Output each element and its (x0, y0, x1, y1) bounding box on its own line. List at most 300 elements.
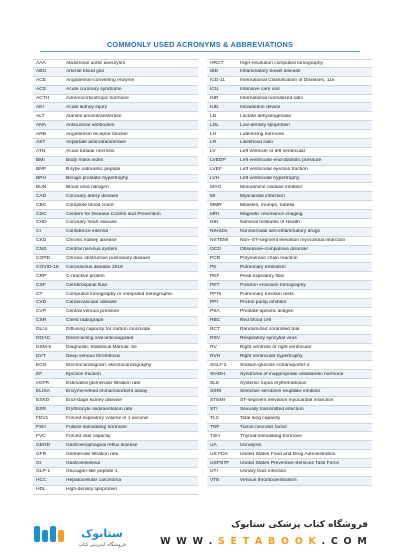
table-row (207, 228, 372, 237)
table-row (33, 175, 198, 184)
acronym: CVP (36, 309, 47, 315)
table-row (207, 59, 372, 68)
acronym-definition: Gastroesophageal reflux disease (66, 442, 138, 448)
acronym-definition: B-type natriuretic peptide (66, 167, 121, 173)
acronym: PEF (210, 273, 220, 279)
acronym-definition: Adrenocorticotropic hormone (66, 96, 129, 101)
table-row (207, 459, 372, 468)
table-row (33, 308, 198, 317)
acronym: DVT (36, 353, 46, 359)
table-row (207, 432, 372, 441)
acronym-definition: Sodium-glucose cotransporter-2 (240, 362, 310, 368)
table-row (33, 477, 198, 486)
acronym-definition: Monoamine oxidase inhibitor (240, 184, 303, 190)
table-row (207, 299, 372, 308)
page-title: COMMONLY USED ACRONYMS & ABBREVIATIONS (106, 40, 294, 49)
acronym-definition: Chest radiograph (66, 318, 104, 324)
acronym: AST (36, 140, 46, 146)
acronym-definition: Cardiovascular disease (66, 300, 117, 306)
acronym-definition: Low-density lipoprotein (240, 122, 291, 128)
acronym-definition: Acute kidney injury (66, 104, 108, 110)
acronym: AAA (36, 60, 46, 66)
acronym-definition: Chronic kidney disease (66, 238, 117, 244)
table-row (207, 121, 372, 130)
acronym: LDL (210, 122, 219, 128)
acronym-definition: Enzyme-linked immunosorbent assay (66, 389, 148, 395)
acronym: COVID-19 (36, 264, 59, 270)
table-row (207, 397, 372, 406)
table-row (207, 361, 372, 370)
table-row (33, 406, 198, 415)
acronym: RCT (210, 327, 221, 333)
table-row (33, 263, 198, 272)
acronym: PCR (210, 256, 221, 262)
acronym: COPD (36, 256, 51, 262)
table-row (207, 370, 372, 379)
acronym-definition: Lactate dehydrogenase (240, 113, 292, 119)
acronym: LD (210, 113, 217, 119)
acronym: UTI (210, 469, 218, 475)
acronym-definition: Alanine aminotransferase (66, 113, 122, 119)
table-row (207, 263, 372, 272)
table-row (207, 379, 372, 388)
acronym: STEMI (210, 398, 225, 404)
table-row (33, 59, 198, 68)
acronym: PET (210, 282, 220, 288)
acronym: LVH (210, 176, 220, 182)
acronym: UA (210, 442, 217, 448)
acronym-definition: Deep venous thrombosis (66, 353, 121, 359)
acronym: CNS (36, 247, 47, 253)
acronym-table-right (207, 59, 372, 486)
acronym-definition: Magnetic resonance imaging (240, 211, 303, 217)
table-row (207, 308, 372, 317)
table-row (207, 246, 372, 255)
acronym: eGFR (36, 380, 50, 386)
acronym: CKD (36, 238, 47, 244)
acronym-definition: Positron emission tomography (240, 282, 306, 288)
table-row (33, 77, 198, 86)
table-row (207, 86, 372, 95)
acronym: CBC (36, 202, 47, 208)
acronym-definition: Left ventricular ejection fraction (240, 167, 308, 173)
table-row (33, 432, 198, 441)
table-row (33, 95, 198, 104)
acronym-definition: Forced vital capacity (66, 433, 111, 439)
acronym: GI (36, 460, 42, 466)
acronym: CAD (36, 193, 47, 199)
acronym-definition: Gastrointestinal (66, 460, 100, 466)
table-row (33, 397, 198, 406)
table-row (207, 317, 372, 326)
table-row (33, 255, 198, 264)
logo-wordmark: ستابوک (81, 527, 123, 540)
acronym-definition: Sexually transmitted infection (240, 407, 304, 413)
table-row (207, 388, 372, 397)
acronym-definition: Proton pump inhibitor (240, 300, 287, 306)
acronym-definition: Right ventricular hypertrophy (240, 353, 303, 359)
acronym: ANA (36, 122, 47, 128)
acronym-definition: International Classification of Diseases, 11e (240, 78, 335, 84)
acronym-definition: Antinuclear antibodies (66, 122, 115, 128)
acronym: VTE (210, 478, 220, 484)
acronym: CXR (36, 318, 47, 324)
acronym: TLC (210, 416, 220, 422)
acronym: SSRI (210, 389, 222, 395)
table-row (207, 272, 372, 281)
table-row (207, 326, 372, 335)
table-row (207, 95, 372, 104)
acronym-definition: Randomized controlled trial (240, 327, 300, 333)
acronym-definition: Central nervous system (66, 247, 118, 253)
table-row (33, 335, 198, 344)
table-row (207, 450, 372, 459)
url-brand: S E T A B O O K (217, 536, 318, 547)
acronym-definition: Blood urea nitrogen (66, 184, 109, 190)
acronym-definition: Inflammatory bowel disease (240, 69, 301, 75)
acronym-definition: Estimated glomerular filtration rate (66, 380, 141, 386)
table-row (207, 210, 372, 219)
acronym: HDL (36, 487, 46, 493)
acronym: HCC (36, 478, 47, 484)
acronym: MRI (210, 211, 219, 217)
table-row (33, 201, 198, 210)
acronym-definition: Angiotensin-converting enzyme (66, 78, 135, 84)
table-row (33, 228, 198, 237)
acronym: AKI (36, 104, 44, 110)
acronym-definition: Pulmonary embolism (240, 264, 286, 270)
table-row (207, 148, 372, 157)
acronym-definition: Cerebrospinal fluid (66, 282, 107, 288)
acronym: CDC (36, 211, 47, 217)
table-row (33, 459, 198, 468)
acronym: DLco (36, 327, 48, 333)
acronym: RV (210, 344, 217, 350)
acronym-definition: Body mass index (66, 158, 104, 164)
acronym-definition: Prostate-specific antigen (240, 309, 294, 315)
acronym-definition: Complete blood count (66, 202, 114, 208)
acronym: ACE (36, 78, 47, 84)
table-row (33, 415, 198, 424)
acronym: US FDA (210, 451, 228, 457)
acronym: BUN (36, 184, 47, 190)
url-suffix: . C O M (317, 536, 368, 547)
acronym: HRCT (210, 60, 224, 66)
acronym: LV (210, 149, 216, 155)
acronym: SGLT-2 (210, 362, 227, 368)
acronym-definition: Luteinizing hormone (240, 131, 285, 137)
table-row (207, 468, 372, 477)
acronym-definition: Ejection fraction (66, 371, 101, 377)
table-row (207, 344, 372, 353)
acronym: BPH (36, 176, 47, 182)
acronym: MI (210, 193, 216, 199)
acronym: ABG (36, 69, 47, 75)
acronym-definition: Acute coronary syndrome (66, 87, 122, 93)
acronym: PPI (210, 300, 218, 306)
acronym: DOAC (36, 336, 51, 342)
table-row (33, 379, 198, 388)
acronym: GLP-1 (36, 469, 51, 475)
acronym-definition: Left ventricular hypertrophy (240, 176, 300, 182)
acronym-definition: United States Preventive Services Task Force (240, 460, 340, 466)
acronym: ELISA (36, 389, 50, 395)
table-row (207, 415, 372, 424)
table-row (33, 183, 198, 192)
acronym-definition: Peak expiratory flow (240, 273, 285, 279)
acronym: TNF (210, 424, 220, 430)
table-row (207, 192, 372, 201)
acronym-definition: Intrauterine device (240, 104, 281, 110)
acronym: ARB (36, 131, 47, 137)
acronym: TSH (210, 433, 220, 439)
acronym: ALT (36, 113, 45, 119)
acronym-definition: Centers for Disease Control and Prevention (66, 211, 161, 217)
table-row (207, 290, 372, 299)
acronym-definition: Forced expiratory volume in 1 second (66, 416, 148, 422)
table-row (33, 290, 198, 299)
acronym-definition: Urinalysis (240, 442, 262, 448)
table-row (33, 388, 198, 397)
acronym-definition: C-reactive protein (66, 273, 105, 279)
acronym: INR (210, 96, 219, 101)
acronym: GFR (36, 451, 47, 457)
acronym-definition: Coronary heart disease (66, 220, 117, 226)
table-row (33, 450, 198, 459)
table-row (207, 157, 372, 166)
acronym: OCD (210, 247, 221, 253)
table-row (33, 281, 198, 290)
table-row (33, 237, 198, 246)
acronym-definition: Non–ST-segment elevation myocardial infarction (240, 238, 346, 244)
acronym-definition: Direct-acting oral anticoagulant (66, 336, 134, 342)
table-row (33, 192, 198, 201)
acronym: DSM-5 (36, 344, 52, 350)
acronym-definition: Obsessive-compulsive disorder (240, 247, 308, 253)
acronym: PSA (210, 309, 220, 315)
acronym: RSV (210, 336, 221, 342)
table-row (33, 468, 198, 477)
acronym: CT (36, 291, 43, 297)
acronym-definition: Diffusing capacity for carbon monoxide (66, 327, 151, 333)
table-row (207, 441, 372, 450)
acronym-definition: Aspartate aminotransferase (66, 140, 127, 146)
acronym: IBD (210, 69, 219, 75)
table-row (207, 352, 372, 361)
table-row (33, 210, 198, 219)
acronym: NIH (210, 220, 219, 226)
acronym: BMI (36, 158, 45, 164)
table-row (207, 112, 372, 121)
table-row (33, 121, 198, 130)
acronym-definition: Intensive care unit (240, 87, 280, 93)
acronym-table-left (33, 59, 198, 495)
acronym-definition: Likelihood ratio (240, 140, 273, 146)
acronym-definition: Confidence interval (66, 229, 108, 235)
acronym-definition: Urinary tract infection (240, 469, 287, 475)
acronym-definition: Thyroid-stimulating hormone (240, 433, 302, 439)
table-row (33, 219, 198, 228)
acronym-definition: High-density lipoprotein (66, 487, 118, 493)
acronym-definition: Hepatocellular carcinoma (66, 478, 122, 484)
acronym: RBC (210, 318, 221, 324)
acronym-definition: Myocardial infarction (240, 193, 285, 199)
table-row (33, 246, 198, 255)
store-name: فروشگاه کتاب پزشکی ستابوک (231, 520, 368, 530)
acronym-definition: Computed tomography or computed tomographic (66, 291, 173, 297)
acronym-definition: Selective serotonin reuptake inhibitor (240, 389, 321, 395)
table-row (207, 237, 372, 246)
table-row (207, 139, 372, 148)
table-row (207, 183, 372, 192)
table-row (207, 477, 372, 486)
acronym: ICU (210, 87, 219, 93)
acronym-definition: Central venous pressure (66, 309, 120, 315)
acronym: PFTs (210, 291, 222, 297)
table-row (33, 68, 198, 77)
table-row (207, 175, 372, 184)
acronym: NSTEMI (210, 238, 229, 244)
table-row (207, 424, 372, 433)
table-row (33, 103, 198, 112)
acronym-definition: Measles, mumps, rubella (240, 202, 295, 208)
table-row (33, 86, 198, 95)
acronym-definition: End-stage kidney disease (66, 398, 123, 404)
acronym-definition: International normalized ratio (240, 96, 304, 101)
table-row (33, 130, 198, 139)
acronym-definition: Acute tubular necrosis (66, 149, 115, 155)
acronym-definition: United States Food and Drug Administration (240, 451, 336, 457)
table-row (33, 344, 198, 353)
acronym: ECG (36, 362, 47, 368)
acronym-definition: Benign prostatic hypertrophy (66, 176, 129, 182)
table-row (33, 166, 198, 175)
acronym-definition: Erythrocyte sedimentation rate (66, 407, 133, 413)
acronym-definition: Angiotensin receptor blocker (66, 131, 128, 137)
acronym-definition: Follicle-stimulating hormone (66, 424, 127, 430)
acronym: ESR (36, 407, 47, 413)
acronym: STI (210, 407, 218, 413)
acronym: FEV1 (36, 416, 49, 422)
table-row (33, 326, 198, 335)
acronym: PE (210, 264, 217, 270)
acronym-definition: Systemic lupus erythematosus (240, 380, 307, 386)
acronym: SIADH (210, 371, 225, 377)
acronym: LR (210, 140, 217, 146)
acronym: BNP (36, 167, 47, 173)
table-row (33, 361, 198, 370)
table-row (207, 103, 372, 112)
table-row (33, 370, 198, 379)
acronym-definition: Glucagon-like peptide-1 (66, 469, 118, 475)
acronym: ICD-11 (210, 78, 226, 84)
table-row (33, 441, 198, 450)
acronym-definition: Nonsteroidal anti-inflammatory drugs (240, 229, 320, 235)
acronym-definition: Polymerase chain reaction (240, 256, 298, 262)
store-url[interactable] (160, 536, 368, 547)
table-row (33, 157, 198, 166)
acronym: LH (210, 131, 217, 137)
table-row (207, 281, 372, 290)
acronym-definition: Left ventricular end-diastolic pressure (240, 158, 322, 164)
acronym: RVH (210, 353, 221, 359)
acronym-definition: Coronary artery disease (66, 193, 119, 199)
title-divider (40, 51, 360, 52)
acronym: CVD (36, 300, 47, 306)
acronym-definition: Pulmonary function tests (240, 291, 294, 297)
acronym: CRP (36, 273, 47, 279)
table-row (33, 352, 198, 361)
logo-tagline: فروشگاه اینترنتی کتاب (78, 542, 126, 548)
acronym: CSF (36, 282, 46, 288)
table-row (207, 201, 372, 210)
url-prefix: W W W . (160, 536, 218, 547)
acronym-definition: Glomerular filtration rate (66, 451, 119, 457)
acronym: ACS (36, 87, 47, 93)
table-row (207, 68, 372, 77)
acronym-definition: Diagnostic Statistical Manual, 5e (66, 344, 137, 350)
acronym-definition: National Institutes of Health (240, 220, 300, 226)
table-row (33, 272, 198, 281)
acronym: GERD (36, 442, 51, 448)
acronym: IUD (210, 104, 219, 110)
table-row (207, 335, 372, 344)
acronym-definition: Total lung capacity (240, 416, 281, 422)
table-row (207, 219, 372, 228)
acronym-definition: Right ventricle or right ventricular (240, 344, 312, 350)
acronym: SLE (210, 380, 220, 386)
acronym: EF (36, 371, 43, 377)
acronym-definition: Respiratory syncytial virus (240, 336, 297, 342)
table-row (33, 139, 198, 148)
acronym: CHD (36, 220, 47, 226)
acronym-definition: Venous thromboembolism (240, 478, 297, 484)
acronym: NSAIDs (210, 229, 228, 235)
acronym-definition: Tumor necrosis factor (240, 424, 288, 430)
acronym: MMR (210, 202, 222, 208)
acronym-definition: Red blood cell (240, 318, 271, 324)
acronym: CI (36, 229, 41, 235)
acronym-definition: Coronavirus disease 2019 (66, 264, 123, 270)
acronym: ACTH (36, 96, 50, 101)
acronym-definition: Abdominal aortic aneurysm (66, 60, 126, 66)
setabook-logo (30, 520, 150, 550)
acronym-definition: Arterial blood gas (66, 69, 105, 75)
acronym: LVEDP (210, 158, 226, 164)
acronym: USPSTF (210, 460, 230, 466)
table-row (33, 148, 198, 157)
acronym-definition: Syndrome of inappropriate antidiuretic hormone (240, 371, 344, 377)
table-row (207, 166, 372, 175)
acronym-definition: Chronic obstructive pulmonary disease (66, 256, 151, 262)
acronym-definition: ST-segment elevation myocardial infarction (240, 398, 334, 404)
table-row (207, 130, 372, 139)
table-row (33, 112, 198, 121)
table-row (33, 486, 198, 495)
acronym: FSH (36, 424, 46, 430)
acronym: ATN (36, 149, 46, 155)
table-row (207, 255, 372, 264)
acronym: MAO (210, 184, 222, 190)
acronym-definition: Left ventricle or left ventricular (240, 149, 306, 155)
table-row (207, 406, 372, 415)
acronym-definition: Electrocardiogram; electrocardiography (66, 362, 152, 368)
acronym: FVC (36, 433, 46, 439)
acronym: LVEF (210, 167, 222, 173)
acronym: ESKD (36, 398, 50, 404)
table-row (207, 77, 372, 86)
acronym-definition: High-resolution computed tomography (240, 60, 323, 66)
